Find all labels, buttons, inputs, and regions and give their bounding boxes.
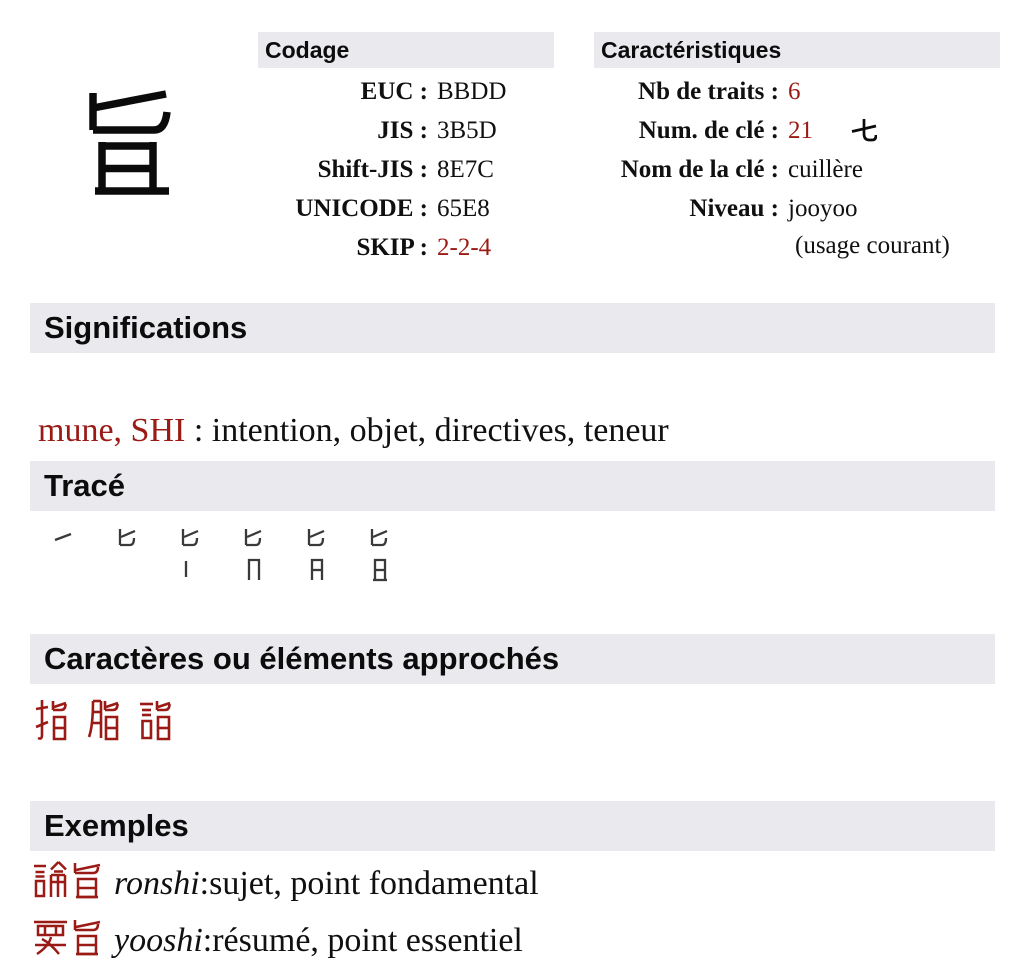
example-meaning: sujet, point fondamental	[209, 865, 539, 902]
codage-header: Codage	[258, 32, 554, 68]
example-meaning: résumé, point essentiel	[212, 922, 523, 959]
codage-label: UNICODE :	[295, 195, 428, 222]
trace-header: Tracé	[30, 461, 995, 511]
codage-row-jis	[258, 116, 554, 155]
carac-value: 6	[788, 78, 801, 105]
codage-value: 3B5D	[437, 117, 497, 144]
similar-kanji-kei-visit	[139, 698, 171, 742]
codage-row-euc	[258, 77, 554, 116]
separator: :	[199, 865, 210, 902]
niveau-note: (usage courant)	[795, 232, 950, 259]
codage-label: Shift-JIS :	[317, 156, 428, 183]
caracteristiques-rows	[594, 77, 1000, 265]
carac-value: cuillère	[788, 156, 863, 183]
carac-row-niveau-note	[594, 233, 1000, 265]
separator: :	[202, 922, 213, 959]
codage-row-skip	[258, 233, 554, 272]
carac-row-traits	[594, 77, 1000, 116]
stroke-order-row	[50, 524, 391, 586]
example-reading: ronshi	[114, 865, 200, 902]
example-word-glyphs	[33, 918, 104, 956]
codage-value: 2-2-4	[437, 234, 492, 261]
example-reading: yooshi	[114, 922, 203, 959]
codage-row-unicode	[258, 194, 554, 233]
stroke-step-5	[302, 524, 328, 586]
main-kanji-glyph	[88, 90, 176, 202]
similar-kanji-shi-fat	[87, 698, 119, 742]
carac-row-niveau	[594, 194, 1000, 233]
codage-rows	[258, 77, 554, 272]
carac-label: Num. de clé :	[638, 117, 779, 144]
example-item	[33, 918, 523, 964]
stroke-step-6	[365, 524, 391, 586]
carac-row-cle-num	[594, 116, 1000, 155]
carac-label: Niveau :	[689, 195, 779, 222]
example-kanji-yoo	[33, 918, 68, 956]
example-word-glyphs	[33, 861, 104, 899]
carac-value: jooyoo	[788, 195, 858, 222]
example-kanji-ron	[33, 861, 68, 899]
kanji-meanings: intention, objet, directives, teneur	[211, 412, 669, 449]
caracteristiques-panel	[594, 32, 1000, 265]
stroke-step-1	[50, 524, 76, 586]
similar-kanji-shi-finger	[35, 698, 67, 742]
radical-kanji-glyph	[851, 116, 877, 143]
codage-label: SKIP :	[356, 234, 428, 261]
similar-kanji-row	[35, 698, 171, 742]
main-kanji-svg	[88, 90, 172, 198]
codage-value: 8E7C	[437, 156, 494, 183]
carac-value: 21	[788, 117, 813, 144]
carac-label: Nom de la clé :	[620, 156, 779, 183]
significations-header: Significations	[30, 303, 995, 353]
significations-line	[38, 409, 669, 453]
codage-row-shiftjis	[258, 155, 554, 194]
codage-label: EUC :	[360, 78, 428, 105]
example-kanji-shi	[69, 861, 104, 899]
example-kanji-shi	[69, 918, 104, 956]
codage-value: 65E8	[437, 195, 490, 222]
example-item	[33, 861, 539, 907]
kanji-readings: mune, SHI	[38, 412, 186, 449]
caracteristiques-header: Caractéristiques	[594, 32, 1000, 68]
codage-panel	[258, 32, 554, 272]
codage-label: JIS :	[377, 117, 428, 144]
approches-header: Caractères ou éléments approchés	[30, 634, 995, 684]
stroke-step-4	[239, 524, 265, 586]
stroke-step-3	[176, 524, 202, 586]
carac-row-cle-nom	[594, 155, 1000, 194]
radical-kanji-svg	[851, 116, 877, 143]
exemples-header: Exemples	[30, 801, 995, 851]
separator: :	[185, 412, 212, 449]
carac-label: Nb de traits :	[638, 78, 779, 105]
codage-value: BBDD	[437, 78, 507, 105]
stroke-step-2	[113, 524, 139, 586]
